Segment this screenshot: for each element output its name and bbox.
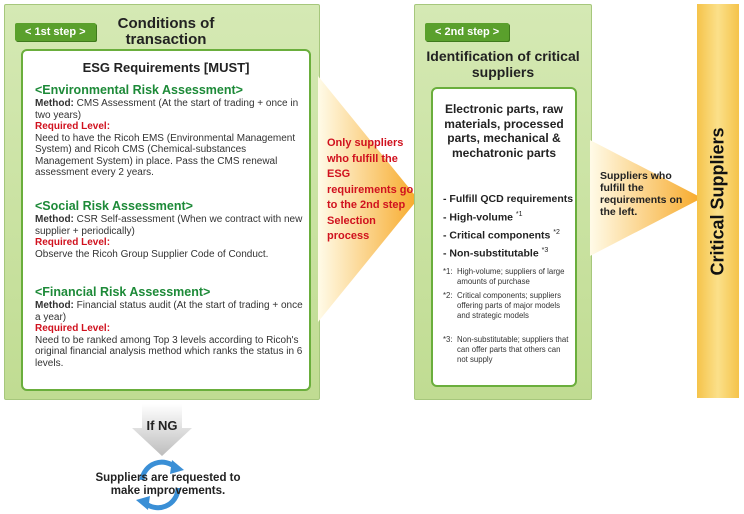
required-level-text: Need to have the Ricoh EMS (Environmental Management System) and Ricoh CMS (Chemical-substances Management System) in place. Pass the CMS renewal assessment every 2 years. (35, 132, 296, 178)
parts-types: Electronic parts, raw materials, processed parts, mechanical & mechatronic parts (444, 102, 564, 160)
required-level-label: Required Level: (35, 121, 111, 132)
social-section (35, 199, 303, 260)
critical-criteria-box (431, 87, 577, 387)
critical-suppliers-label: Critical Suppliers (707, 126, 728, 276)
step1-tag: < 1st step > (15, 23, 96, 41)
required-level-text: Observe the Ricoh Group Supplier Code of Conduct. (35, 248, 269, 260)
step2-title: Identification of critical suppliers (426, 48, 580, 80)
method-text: CSR Self-assessment (When we contract with new supplier + periodically) (35, 214, 303, 237)
esg-requirements-box (21, 49, 311, 391)
required-level-label: Required Level: (35, 323, 111, 334)
arrow1-text: Only suppliers who fulfill the ESG requirements go to the 2nd step Selection process (327, 137, 414, 242)
step1-panel (4, 4, 320, 400)
method-label: Method: (35, 214, 74, 225)
environmental-section (35, 83, 303, 179)
method-label: Method: (35, 98, 74, 109)
improvement-text: Suppliers are requested to make improvements. (95, 472, 241, 497)
method-text: Financial status audit (At the start of trading + once a year) (35, 300, 303, 323)
step1-title: Conditions of transaction (117, 15, 215, 48)
criterion-non-substitutable: - Non-substitutable $^{*3}$ (443, 247, 549, 260)
note-2: *2: Critical components; suppliers offering parts of major models and strategic models (443, 291, 562, 320)
if-ng-label: If NG (146, 418, 178, 433)
criterion-high-volume: - High-volume $^{*1}$ (443, 211, 523, 224)
note-3: *3: Non-substitutable; suppliers that can offer parts that others can not supply (443, 335, 569, 364)
section-heading: <Social Risk Assessment> (35, 199, 193, 213)
step2-panel (414, 4, 592, 400)
method-text: CMS Assessment (At the start of trading + once in two years) (35, 98, 299, 121)
step2-tag: < 2nd step > (425, 23, 509, 41)
required-level-label: Required Level: (35, 237, 111, 248)
arrow2-text: Suppliers who fulfill the requirements on the left. (600, 170, 683, 218)
criterion-qcd: - Fulfill QCD requirements (443, 193, 574, 205)
financial-section (35, 285, 303, 369)
section-heading: <Environmental Risk Assessment> (35, 83, 243, 97)
method-label: Method: (35, 300, 74, 311)
esg-title: ESG Requirements [MUST] (82, 60, 250, 75)
section-heading: <Financial Risk Assessment> (35, 285, 211, 299)
critical-suppliers-column (697, 4, 739, 398)
note-1: *1: High-volume; suppliers of large amounts of purchase (443, 267, 565, 286)
required-level-text: Need to be ranked among Top 3 levels according to Ricoh's original financial analysis method which ranks the status in 6 levels. (35, 334, 303, 369)
criterion-critical-components: - Critical components $^{*2}$ (443, 229, 560, 242)
